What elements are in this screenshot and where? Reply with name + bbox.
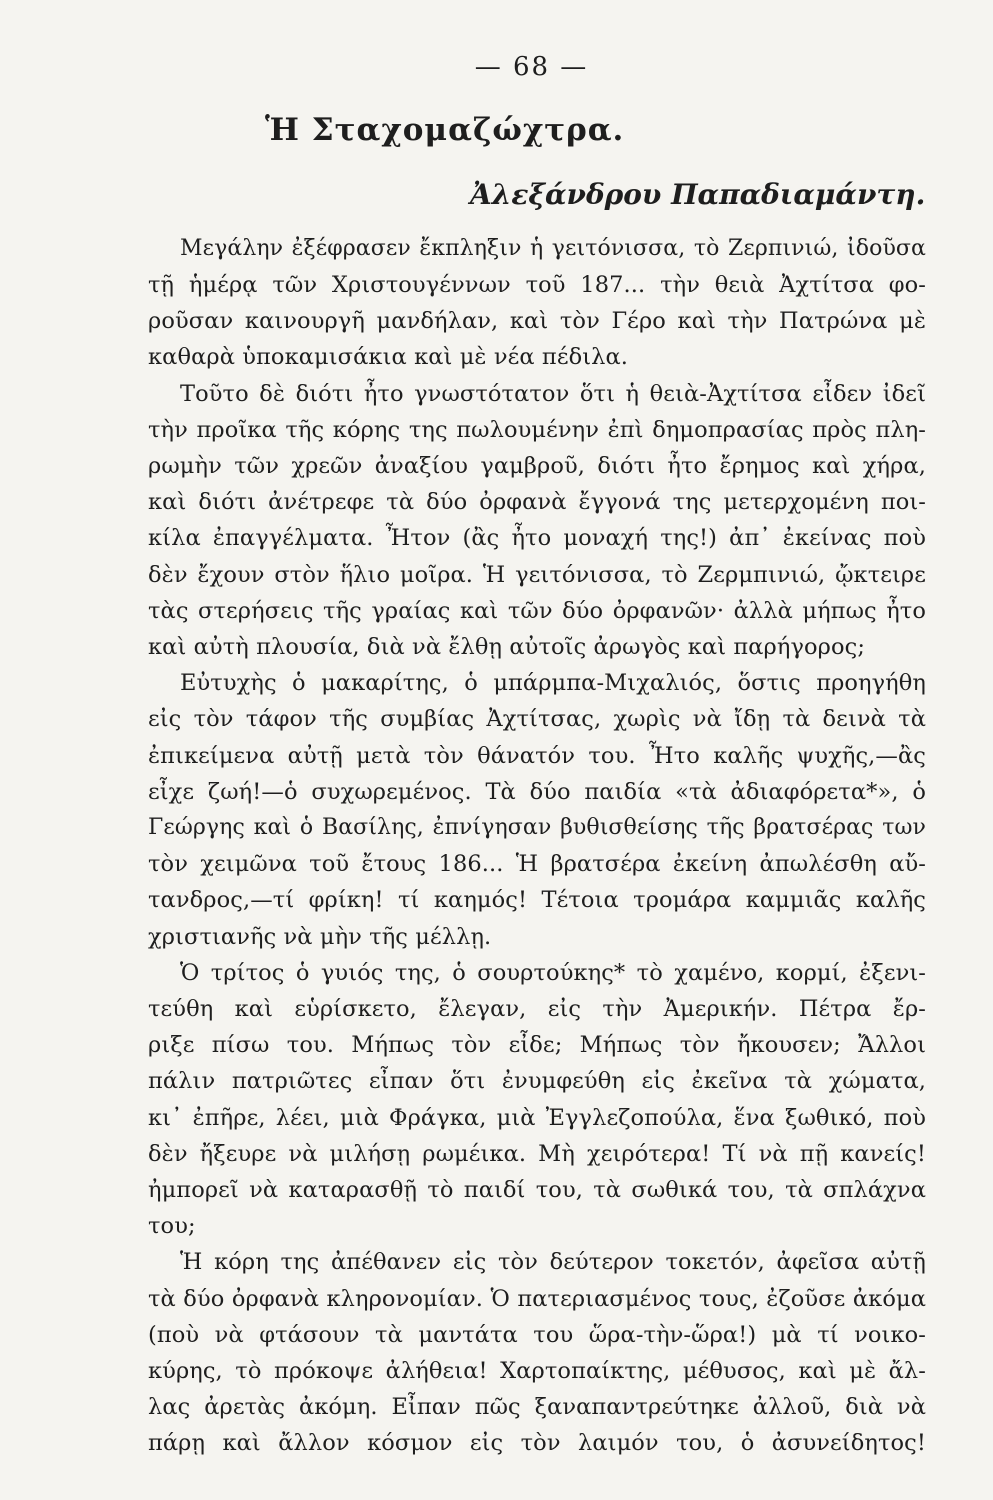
story-title: Ἡ Σταχομαζώχτρα.	[265, 112, 625, 148]
text-line: ροῦσαν καινουργῆ μανδήλαν, καὶ τὸν Γέρο καὶ τὴν Πατρώνα μὲ	[148, 308, 926, 334]
text-line: Τοῦτο δὲ διότι ἦτο γνωστότατον ὅτι ἡ θειὰ-Ἀχτίτσα εἶδεν ἰδεῖ	[180, 381, 926, 407]
text-line: τὴν προῖκα τῆς κόρης της πωλουμένην ἐπὶ δημοπρασίας πρὸς πλη-	[148, 417, 926, 443]
text-line: Εὐτυχὴς ὁ μακαρίτης, ὁ μπάρμπα-Μιχαλιός, ὅστις προηγήθη	[180, 670, 926, 696]
text-line: ἠμπορεῖ νὰ καταρασθῇ τὸ παιδί του, τὰ σωθικά του, τὰ σπλάχνα	[148, 1177, 926, 1203]
text-line: τεύθη καὶ εὑρίσκετο, ἔλεγαν, εἰς τὴν Ἀμερικήν. Πέτρα ἔρ-	[148, 996, 926, 1022]
text-line: καὶ διότι ἀνέτρεφε τὰ δύο ὀρφανὰ ἔγγονά της μετερχομένη ποι-	[148, 489, 926, 515]
text-line: ἐπικείμενα αὐτῇ μετὰ τὸν θάνατόν του. Ἦτο καλῆς ψυχῆς,—ἂς	[148, 743, 926, 769]
page-number: — 68 —	[474, 52, 589, 82]
text-line: τὰς στερήσεις τῆς γραίας καὶ τῶν δύο ὀρφανῶν· ἀλλὰ μήπως ἦτο	[148, 598, 926, 624]
text-line: Γεώργης καὶ ὁ Βασίλης, ἐπνίγησαν βυθισθείσης τῆς βρατσέρας των	[148, 815, 926, 840]
text-line: Ὁ τρίτος ὁ γυιός της, ὁ σουρτούκης* τὸ χαμένο, κορμί, ἐξενι-	[180, 960, 926, 986]
text-line: τανδρος,—τί φρίκη! τί καημός! Τέτοια τρομάρα καμμιᾶς καλῆς	[148, 887, 926, 913]
text-line: κίλα ἐπαγγέλματα. Ἦτον (ἂς ἦτο μοναχή της!) ἀπ᾿ ἐκείνας ποὺ	[148, 525, 926, 551]
author-name: Ἀλεξάνδρου Παπαδιαμάντη.	[470, 178, 926, 211]
text-line: (ποὺ νὰ φτάσουν τὰ μαντάτα του ὥρα-τὴν-ὥρα!) μὰ τί νοικο-	[148, 1322, 926, 1348]
text-line: καθαρὰ ὑποκαμισάκια καὶ μὲ νέα πέδιλα.	[148, 344, 629, 370]
text-line: εἰς τὸν τάφον τῆς συμβίας Ἀχτίτσας, χωρὶς νὰ ἴδῃ τὰ δεινὰ τὰ	[148, 706, 926, 732]
text-line: καὶ αὐτὴ πλουσία, διὰ νὰ ἔλθῃ αὐτοῖς ἀρωγὸς καὶ παρήγορος;	[148, 634, 866, 660]
text-line: τὰ δύο ὀρφανὰ κληρονομίαν. Ὁ πατεριασμένος τους, ἐζοῦσε ἀκόμα	[148, 1286, 926, 1312]
text-line: λας ἀρετὰς ἀκόμη. Εἶπαν πῶς ξαναπαντρεύτηκε ἀλλοῦ, διὰ νὰ	[148, 1394, 926, 1420]
text-line: κι᾿ ἐπῆρε, λέει, μιὰ Φράγκα, μιὰ Ἐγγλεζοπούλα, ἕνα ξωθικό, ποὺ	[148, 1105, 926, 1131]
text-line: χριστιανῆς νὰ μὴν τῆς μέλλῃ.	[148, 924, 492, 950]
text-line: ριξε πίσω του. Μήπως τὸν εἶδε; Μήπως τὸν ἤκουσεν; Ἄλλοι	[148, 1032, 926, 1058]
text-line: τῇ ἡμέρᾳ τῶν Χριστουγέννων τοῦ 187... τὴν θειὰ Ἀχτίτσα φο-	[148, 272, 926, 298]
text-line: πάρῃ καὶ ἄλλον κόσμον εἰς τὸν λαιμόν του, ὁ ἀσυνείδητος!	[148, 1430, 926, 1456]
text-line: κύρης, τὸ πρόκοψε ἀλήθεια! Χαρτοπαίκτης, μέθυσος, καὶ μὲ ἄλ-	[148, 1358, 926, 1384]
text-line: ρωμὴν τῶν χρεῶν ἀναξίου γαμβροῦ, διότι ἦτο ἔρημος καὶ χήρα,	[148, 453, 926, 479]
text-line: του;	[148, 1213, 196, 1239]
text-line: εἶχε ζωή!—ὁ συχωρεμένος. Τὰ δύο παιδία «τὰ ἀδιαφόρετα*», ὁ	[148, 779, 926, 805]
text-line: Ἡ κόρη της ἀπέθανεν εἰς τὸν δεύτερον τοκετόν, ἀφεῖσα αὐτῇ	[180, 1249, 926, 1275]
text-line: πάλιν πατριῶτες εἶπαν ὅτι ἐνυμφεύθη εἰς ἐκεῖνα τὰ χώματα,	[148, 1068, 926, 1094]
text-line: Μεγάλην ἐξέφρασεν ἔκπληξιν ἡ γειτόνισσα, τὸ Ζερπινιώ, ἰδοῦσα	[180, 236, 926, 261]
text-line: τὸν χειμῶνα τοῦ ἔτους 186... Ἡ βρατσέρα ἐκείνη ἀπωλέσθη αὔ-	[148, 851, 926, 877]
text-line: δὲν ἤξευρε νὰ μιλήσῃ ρωμέικα. Μὴ χειρότερα! Τί νὰ πῇ κανείς!	[148, 1141, 926, 1167]
text-line: δὲν ἔχουν στὸν ἥλιο μοῖρα. Ἡ γειτόνισσα, τὸ Ζερμπινιώ, ᾤκτειρε	[148, 562, 926, 588]
